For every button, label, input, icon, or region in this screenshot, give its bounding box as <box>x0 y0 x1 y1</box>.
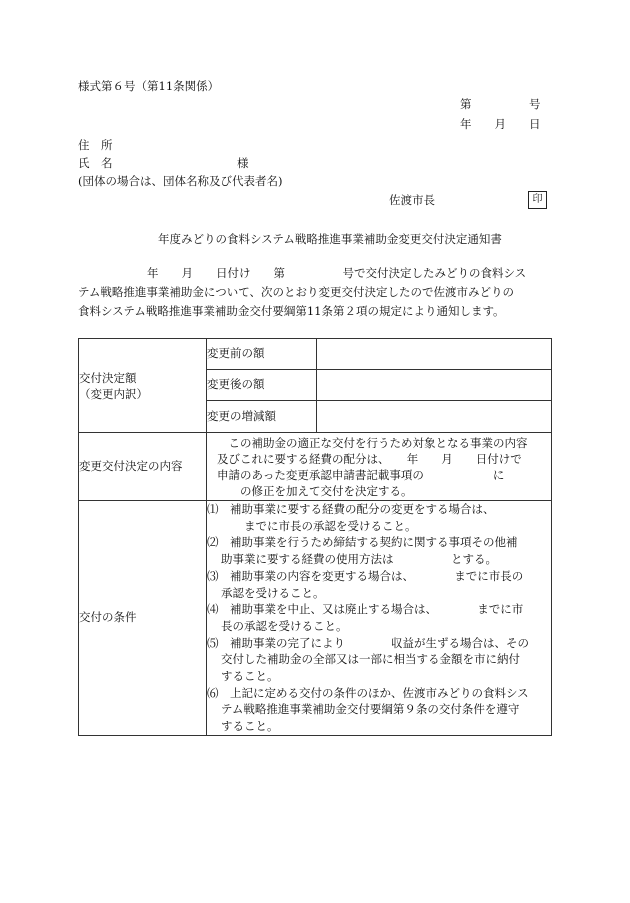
table-row <box>79 433 552 501</box>
condition-3: ⑶ 補助事業の内容を変更する場合は、 までに市長の <box>207 568 524 583</box>
document-title: 年度みどりの食料システム戦略推進事業補助金変更交付決定通知書 <box>158 232 502 246</box>
condition-6-cont: すること。 <box>221 719 279 734</box>
change-text-line: この補助金の適正な交付を行うため対象となる事業の内容 <box>217 435 528 450</box>
seal-stamp: 印 <box>528 191 547 209</box>
name-label: 氏 名 <box>78 156 113 170</box>
decision-table <box>78 338 552 736</box>
after-amount-label: 変更後の額 <box>207 370 317 401</box>
amount-label: 交付決定額 <box>79 370 137 385</box>
condition-3-cont: 承認を受けること。 <box>221 585 325 600</box>
change-amount-label: 変更の増減額 <box>207 401 317 433</box>
conditions-label: 交付の条件 <box>79 501 207 736</box>
amount-breakdown-label: （変更内訳） <box>79 386 148 401</box>
condition-5: ⑸ 補助事業の完了により 収益が生ずる場合は、その <box>207 635 529 650</box>
group-note: (団体の場合は、団体名称及び代表者名) <box>78 174 283 188</box>
change-content-cell <box>207 433 552 501</box>
condition-6: ⑹ 上記に定める交付の条件のほか、佐渡市みどりの食料シス <box>207 685 529 700</box>
body-line: 食料システム戦略推進事業補助金交付要綱第11条第２項の規定により通知します。 <box>78 304 505 318</box>
before-amount-label: 変更前の額 <box>207 339 317 370</box>
table-row <box>79 501 552 736</box>
honorific: 様 <box>237 156 249 170</box>
body-paragraph <box>78 264 558 321</box>
condition-1: ⑴ 補助事業に要する経費の配分の変更をする場合は、 <box>207 502 495 516</box>
form-number: 様式第６号（第11条関係） <box>78 79 220 93</box>
condition-2-cont: 助事業に要する経費の使用方法は とする。 <box>221 552 497 567</box>
amount-label-cell <box>79 339 207 433</box>
condition-5-cont: 交付した補助金の全部又は一部に相当する金額を市に納付 <box>221 652 520 667</box>
condition-4-cont: 長の承認を受けること。 <box>221 618 348 633</box>
condition-4: ⑷ 補助事業を中止、又は廃止する場合は、 までに市 <box>207 602 524 617</box>
issuer: 佐渡市長 <box>389 193 435 207</box>
address-label: 住 所 <box>78 138 113 152</box>
conditions-cell <box>207 501 552 736</box>
change-amount-value <box>317 401 552 433</box>
change-content-label: 変更交付決定の内容 <box>79 433 207 501</box>
condition-6-cont: テム戦略推進事業補助金交付要綱第９条の交付条件を遵守 <box>221 702 520 717</box>
after-amount-value <box>317 370 552 401</box>
before-amount-value <box>317 339 552 370</box>
table-row <box>79 339 552 370</box>
date-line: 年 月 日 <box>460 117 541 131</box>
condition-2: ⑵ 補助事業を行うため締結する契約に関する事項その他補 <box>207 535 518 550</box>
condition-5-cont: すること。 <box>221 669 279 684</box>
change-text-line: の修正を加えて交付を決定する。 <box>217 483 413 498</box>
body-line: テム戦略推進事業補助金について、次のとおり変更交付決定したので佐渡市みどりの <box>78 285 514 299</box>
document-number-line: 第 号 <box>460 97 541 111</box>
condition-1-cont: までに市長の承認を受けること。 <box>221 518 417 533</box>
body-line: 年 月 日付け 第 号で交付決定したみどりの食料シス <box>78 266 527 280</box>
change-text-line: 申請のあった変更承認申請書記載事項の に <box>217 467 505 482</box>
change-text-line: 及びこれに要する経費の配分は、 年 月 日付けで <box>217 451 522 466</box>
